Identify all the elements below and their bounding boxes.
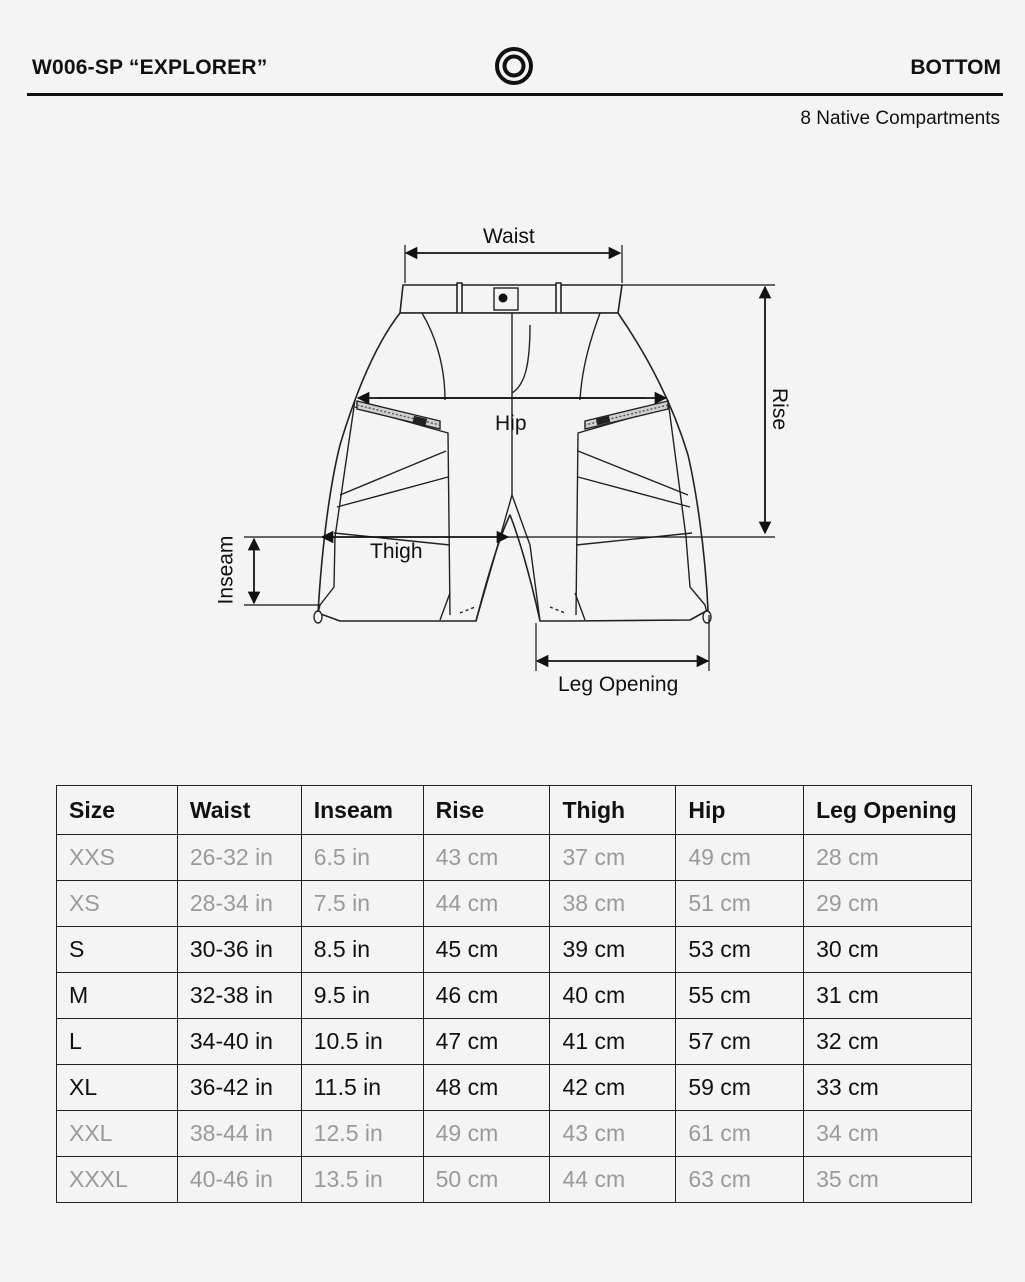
table-cell: 47 cm xyxy=(423,1019,550,1065)
table-cell: 34 cm xyxy=(804,1111,972,1157)
table-cell: 44 cm xyxy=(423,881,550,927)
inseam-label: Inseam xyxy=(214,535,238,605)
table-cell: 53 cm xyxy=(676,927,804,973)
compartments-note: 8 Native Compartments xyxy=(800,108,1000,129)
table-cell: 28 cm xyxy=(804,835,972,881)
table-cell: 39 cm xyxy=(550,927,676,973)
table-cell: 36-42 in xyxy=(177,1065,301,1111)
table-cell: 37 cm xyxy=(550,835,676,881)
table-row xyxy=(57,835,972,881)
table-cell: 57 cm xyxy=(676,1019,804,1065)
table-cell: 40-46 in xyxy=(177,1157,301,1203)
table-cell: 49 cm xyxy=(423,1111,550,1157)
table-cell: 11.5 in xyxy=(301,1065,423,1111)
table-cell: 6.5 in xyxy=(301,835,423,881)
column-header: Hip xyxy=(676,786,804,835)
category-label: BOTTOM xyxy=(910,56,1001,79)
column-header: Inseam xyxy=(301,786,423,835)
table-cell: 45 cm xyxy=(423,927,550,973)
table-cell: 38 cm xyxy=(550,881,676,927)
table-row xyxy=(57,1019,972,1065)
table-cell: 9.5 in xyxy=(301,973,423,1019)
table-cell: 32 cm xyxy=(804,1019,972,1065)
table-cell: 31 cm xyxy=(804,973,972,1019)
shorts-measurement-diagram xyxy=(200,215,800,705)
table-cell: 7.5 in xyxy=(301,881,423,927)
table-cell: 10.5 in xyxy=(301,1019,423,1065)
size-chart-table xyxy=(56,785,972,1203)
table-cell: XXS xyxy=(57,835,178,881)
table-cell: XS xyxy=(57,881,178,927)
table-cell: 32-38 in xyxy=(177,973,301,1019)
table-cell: 48 cm xyxy=(423,1065,550,1111)
table-cell: 40 cm xyxy=(550,973,676,1019)
table-cell: L xyxy=(57,1019,178,1065)
table-cell: 55 cm xyxy=(676,973,804,1019)
table-cell: XL xyxy=(57,1065,178,1111)
table-cell: 59 cm xyxy=(676,1065,804,1111)
column-header: Size xyxy=(57,786,178,835)
table-cell: XXL xyxy=(57,1111,178,1157)
table-cell: 42 cm xyxy=(550,1065,676,1111)
waist-label: Waist xyxy=(483,225,535,248)
column-header: Waist xyxy=(177,786,301,835)
table-cell: 43 cm xyxy=(423,835,550,881)
table-cell: 38-44 in xyxy=(177,1111,301,1157)
table-cell: 12.5 in xyxy=(301,1111,423,1157)
table-cell: 44 cm xyxy=(550,1157,676,1203)
table-cell: 13.5 in xyxy=(301,1157,423,1203)
table-cell: 49 cm xyxy=(676,835,804,881)
concentric-circle-logo-icon xyxy=(494,46,534,86)
table-cell: 26-32 in xyxy=(177,835,301,881)
thigh-label: Thigh xyxy=(370,540,423,563)
table-cell: M xyxy=(57,973,178,1019)
table-row xyxy=(57,927,972,973)
table-cell: 30 cm xyxy=(804,927,972,973)
table-cell: 30-36 in xyxy=(177,927,301,973)
table-row xyxy=(57,1111,972,1157)
table-header-row xyxy=(57,786,972,835)
hip-label: Hip xyxy=(495,412,527,435)
table-cell: S xyxy=(57,927,178,973)
product-title: W006-SP “EXPLORER” xyxy=(32,56,268,79)
table-cell: XXXL xyxy=(57,1157,178,1203)
table-cell: 41 cm xyxy=(550,1019,676,1065)
rise-label: Rise xyxy=(768,387,792,431)
column-header: Thigh xyxy=(550,786,676,835)
shorts-drawing xyxy=(200,215,800,705)
header-divider xyxy=(27,93,1003,96)
table-cell: 43 cm xyxy=(550,1111,676,1157)
table-cell: 29 cm xyxy=(804,881,972,927)
page-header xyxy=(27,0,1003,96)
table-cell: 51 cm xyxy=(676,881,804,927)
table-cell: 35 cm xyxy=(804,1157,972,1203)
table-cell: 34-40 in xyxy=(177,1019,301,1065)
table-cell: 46 cm xyxy=(423,973,550,1019)
table-row xyxy=(57,973,972,1019)
table-row xyxy=(57,1065,972,1111)
table-cell: 63 cm xyxy=(676,1157,804,1203)
table-cell: 8.5 in xyxy=(301,927,423,973)
leg-opening-label: Leg Opening xyxy=(558,673,679,696)
table-cell: 33 cm xyxy=(804,1065,972,1111)
table-row xyxy=(57,881,972,927)
column-header: Rise xyxy=(423,786,550,835)
table-cell: 61 cm xyxy=(676,1111,804,1157)
column-header: Leg Opening xyxy=(804,786,972,835)
table-cell: 28-34 in xyxy=(177,881,301,927)
table-cell: 50 cm xyxy=(423,1157,550,1203)
table-row xyxy=(57,1157,972,1203)
